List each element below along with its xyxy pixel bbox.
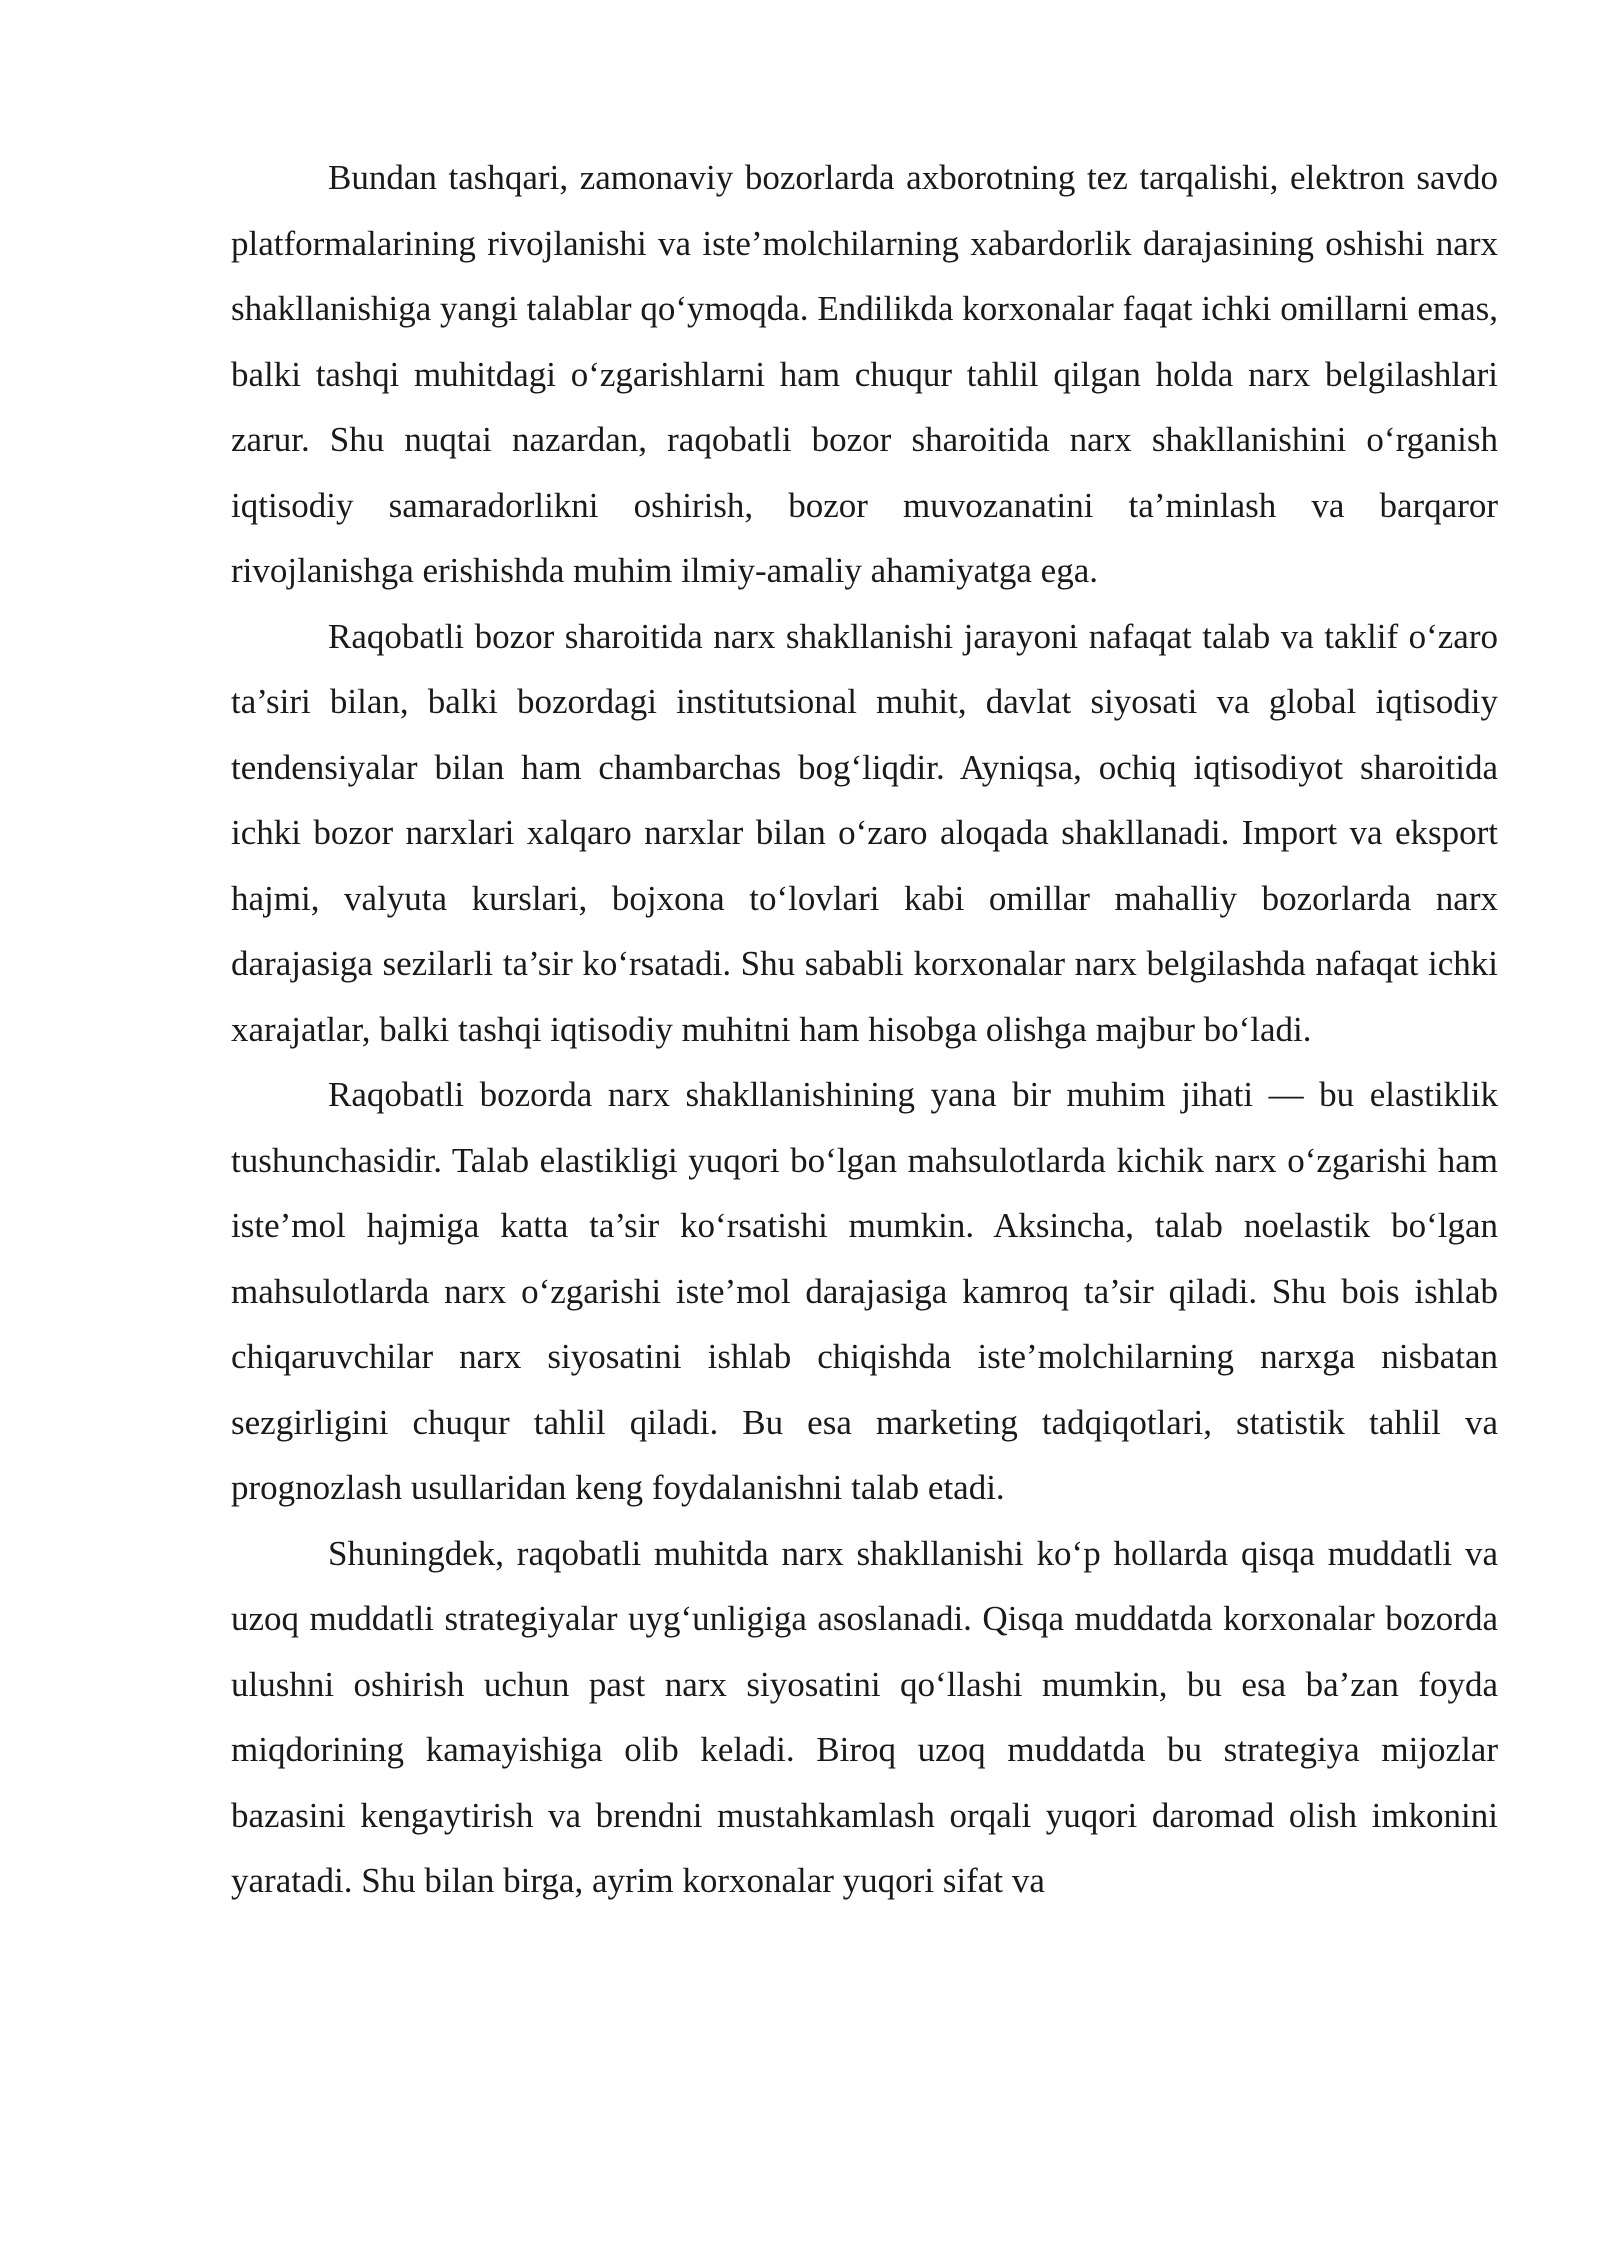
- paragraph-4: Shuningdek, raqobatli muhitda narx shakllanishi ko‘p hollarda qisqa muddatli va uzoq muddatli strategiyalar uyg‘unligiga asoslanadi. Qisqa muddatda korxonalar bozorda ulushni oshirish uchun past narx siyosatini qo‘llashi mumkin, bu esa ba’zan foyda miqdorining kamayishiga olib keladi. Biroq uzoq muddatda bu strategiya mijozlar bazasini kengaytirish va brendni mustahkamlash orqali yuqori daromad olish imkonini yaratadi. Shu bilan birga, ayrim korxonalar yuqori sifat va: [231, 1533, 1498, 1900]
- paragraph-1: Bundan tashqari, zamonaviy bozorlarda axborotning tez tarqalishi, elektron savdo platformalarining rivojlanishi va iste’molchilarning xabardorlik darajasining oshishi narx shakllanishiga yangi talablar qo‘ymoqda. Endilikda korxonalar faqat ichki omillarni emas, balki tashqi muhitdagi o‘zgarishlarni ham chuqur tahlil qilgan holda narx belgilashlari zarur. Shu nuqtai nazardan, raqobatli bozor sharoitida narx shakllanishini o‘rganish iqtisodiy samaradorlikni oshirish, bozor muvozanatini ta’minlash va barqaror rivojlanishga erishishda muhim ilmiy-amaliy ahamiyatga ega.: [231, 158, 1498, 590]
- paragraph-2: Raqobatli bozor sharoitida narx shakllanishi jarayoni nafaqat talab va taklif o‘zaro ta’siri bilan, balki bozordagi institutsional muhit, davlat siyosati va global iqtisodiy tendensiyalar bilan ham chambarchas bog‘liqdir. Ayniqsa, ochiq iqtisodiyot sharoitida ichki bozor narxlari xalqaro narxlar bilan o‘zaro aloqada shakllanadi. Import va eksport hajmi, valyuta kurslari, bojxona to‘lovlari kabi omillar mahalliy bozorlarda narx darajasiga sezilarli ta’sir ko‘rsatadi. Shu sababli korxonalar narx belgilashda nafaqat ichki xarajatlar, balki tashqi iqtisodiy muhitni ham hisobga olishga majbur bo‘ladi.: [231, 616, 1498, 1049]
- document-body: [231, 145, 1498, 1914]
- paragraph-3: Raqobatli bozorda narx shakllanishining yana bir muhim jihati — bu elastiklik tushunchasidir. Talab elastikligi yuqori bo‘lgan mahsulotlarda kichik narx o‘zgarishi ham iste’mol hajmiga katta ta’sir ko‘rsatishi mumkin. Aksincha, talab noelastik bo‘lgan mahsulotlarda narx o‘zgarishi iste’mol darajasiga kamroq ta’sir qiladi. Shu bois ishlab chiqaruvchilar narx siyosatini ishlab chiqishda iste’molchilarning narxga nisbatan sezgirligini chuqur tahlil qiladi. Bu esa marketing tadqiqotlari, statistik tahlil va prognozlash usullaridan keng foydalanishni talab etadi.: [231, 1075, 1498, 1507]
